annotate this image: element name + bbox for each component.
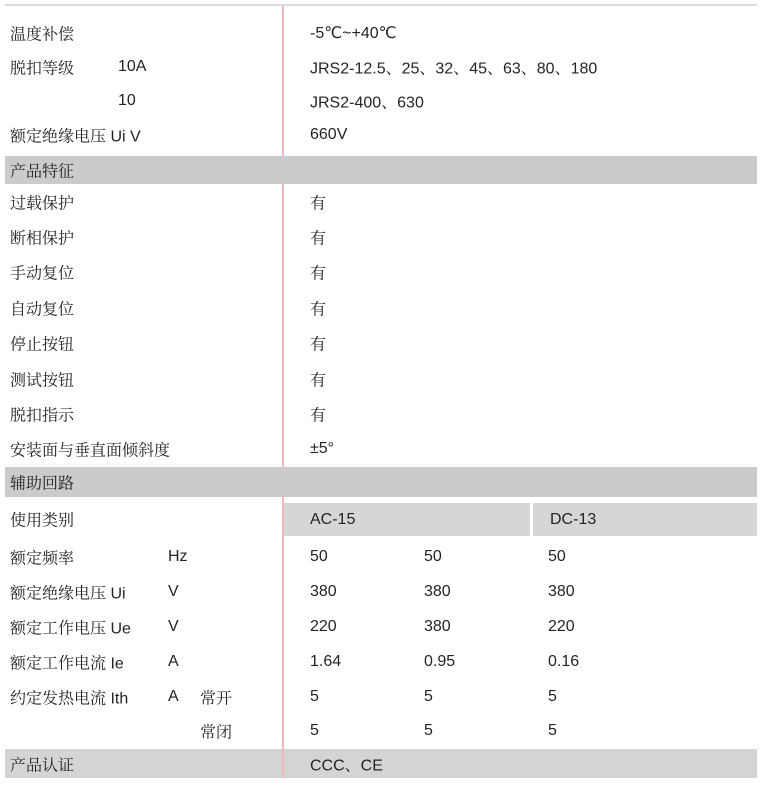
spec-table xyxy=(5,4,757,778)
usage-category-cell-ac15: AC-15 xyxy=(284,503,530,536)
row-label: 安装面与垂直面倾斜度 xyxy=(10,442,171,460)
spec-row xyxy=(5,679,757,714)
row-label: 额定工作电流 Ie xyxy=(10,655,124,673)
row-value: 有 xyxy=(310,407,327,425)
row-label: 额定绝缘电压 Ui V xyxy=(10,128,141,146)
usage-category-cell-dc13: DC-13 xyxy=(533,503,757,536)
spec-row xyxy=(5,50,757,84)
row-value-2: 50 xyxy=(424,548,442,566)
row-value-1: 380 xyxy=(310,583,337,601)
section-header-auxiliary-circuit xyxy=(5,467,757,497)
row-value: JRS2-12.5、25、32、45、63、80、180 xyxy=(310,60,598,78)
section-header-title: 辅助回路 xyxy=(10,475,75,493)
row-value: 有 xyxy=(310,301,327,319)
row-unit: V xyxy=(168,583,179,601)
row-unit: A xyxy=(168,652,179,670)
section-features xyxy=(5,184,757,467)
row-value: ±5° xyxy=(310,440,335,458)
row-label: 使用类别 xyxy=(10,512,75,529)
column-divider-line xyxy=(282,497,284,778)
certification-row xyxy=(5,749,757,778)
row-value-3: 5 xyxy=(548,722,557,740)
section-header-title: 产品特征 xyxy=(10,163,75,181)
spec-row xyxy=(5,326,757,361)
row-label: 自动复位 xyxy=(10,301,75,319)
spec-row xyxy=(5,255,757,290)
row-unit: V xyxy=(168,617,179,635)
row-value: 660V xyxy=(310,126,348,143)
row-value-1: 5 xyxy=(310,722,319,740)
spec-row xyxy=(5,432,757,467)
row-label: 断相保护 xyxy=(10,230,75,248)
row-value-3: 380 xyxy=(548,583,575,601)
row-value-1: 220 xyxy=(310,617,337,635)
spec-row xyxy=(5,219,757,254)
row-value-1: 5 xyxy=(310,687,319,705)
row-value-3: 220 xyxy=(548,617,575,635)
row-label: 约定发热电流 Ith xyxy=(10,690,129,708)
row-value-2: 380 xyxy=(424,617,451,635)
row-value-3: 0.16 xyxy=(548,652,580,670)
row-value: 有 xyxy=(310,265,327,283)
row-label: 手动复位 xyxy=(10,265,75,283)
row-label: 额定频率 xyxy=(10,550,75,568)
row-unit: Hz xyxy=(168,548,188,566)
section-header-product-features xyxy=(5,156,757,184)
spec-row xyxy=(5,361,757,396)
row-sublabel: 10A xyxy=(118,58,147,75)
row-value-3: 5 xyxy=(548,687,557,705)
row-value-2: 0.95 xyxy=(424,652,456,670)
row-sublabel: 常开 xyxy=(200,690,233,708)
row-value: 有 xyxy=(310,372,327,390)
row-value-3: 50 xyxy=(548,548,566,566)
row-value-2: 5 xyxy=(424,687,433,705)
spec-row xyxy=(5,184,757,219)
row-label: 额定工作电压 Ue xyxy=(10,620,131,638)
row-value-1: 1.64 xyxy=(310,652,342,670)
row-value: CCC、CE xyxy=(310,757,383,774)
row-label: 过载保护 xyxy=(10,195,75,213)
spec-row xyxy=(5,714,757,749)
row-label: 停止按钮 xyxy=(10,336,75,354)
row-label: 额定绝缘电压 Ui xyxy=(10,585,126,603)
column-divider-line xyxy=(282,6,284,156)
spec-row xyxy=(5,16,757,50)
row-value-2: 380 xyxy=(424,583,451,601)
usage-category-row xyxy=(5,497,757,540)
row-label: 产品认证 xyxy=(10,757,75,774)
row-value-1: 50 xyxy=(310,548,328,566)
section-general xyxy=(5,6,757,156)
spec-row xyxy=(5,396,757,431)
row-label: 脱扣指示 xyxy=(10,407,75,425)
spec-row xyxy=(5,290,757,325)
row-label: 测试按钮 xyxy=(10,372,75,390)
spec-row xyxy=(5,610,757,645)
spec-row xyxy=(5,118,757,152)
column-divider-line xyxy=(282,184,284,467)
row-value: 有 xyxy=(310,230,327,248)
row-unit: A xyxy=(168,687,179,705)
section-auxiliary-values xyxy=(5,540,757,749)
row-label: 脱扣等级 xyxy=(10,60,75,78)
row-sublabel: 常闭 xyxy=(200,724,233,742)
spec-row xyxy=(5,540,757,575)
row-value: 有 xyxy=(310,336,327,354)
row-value-2: 5 xyxy=(424,722,433,740)
row-value: JRS2-400、630 xyxy=(310,94,424,112)
row-label: 温度补偿 xyxy=(10,26,75,44)
row-sublabel: 10 xyxy=(118,92,136,109)
spec-row xyxy=(5,84,757,118)
row-value: 有 xyxy=(310,195,327,213)
row-value: -5℃~+40℃ xyxy=(310,25,397,42)
spec-row xyxy=(5,644,757,679)
spec-row xyxy=(5,575,757,610)
